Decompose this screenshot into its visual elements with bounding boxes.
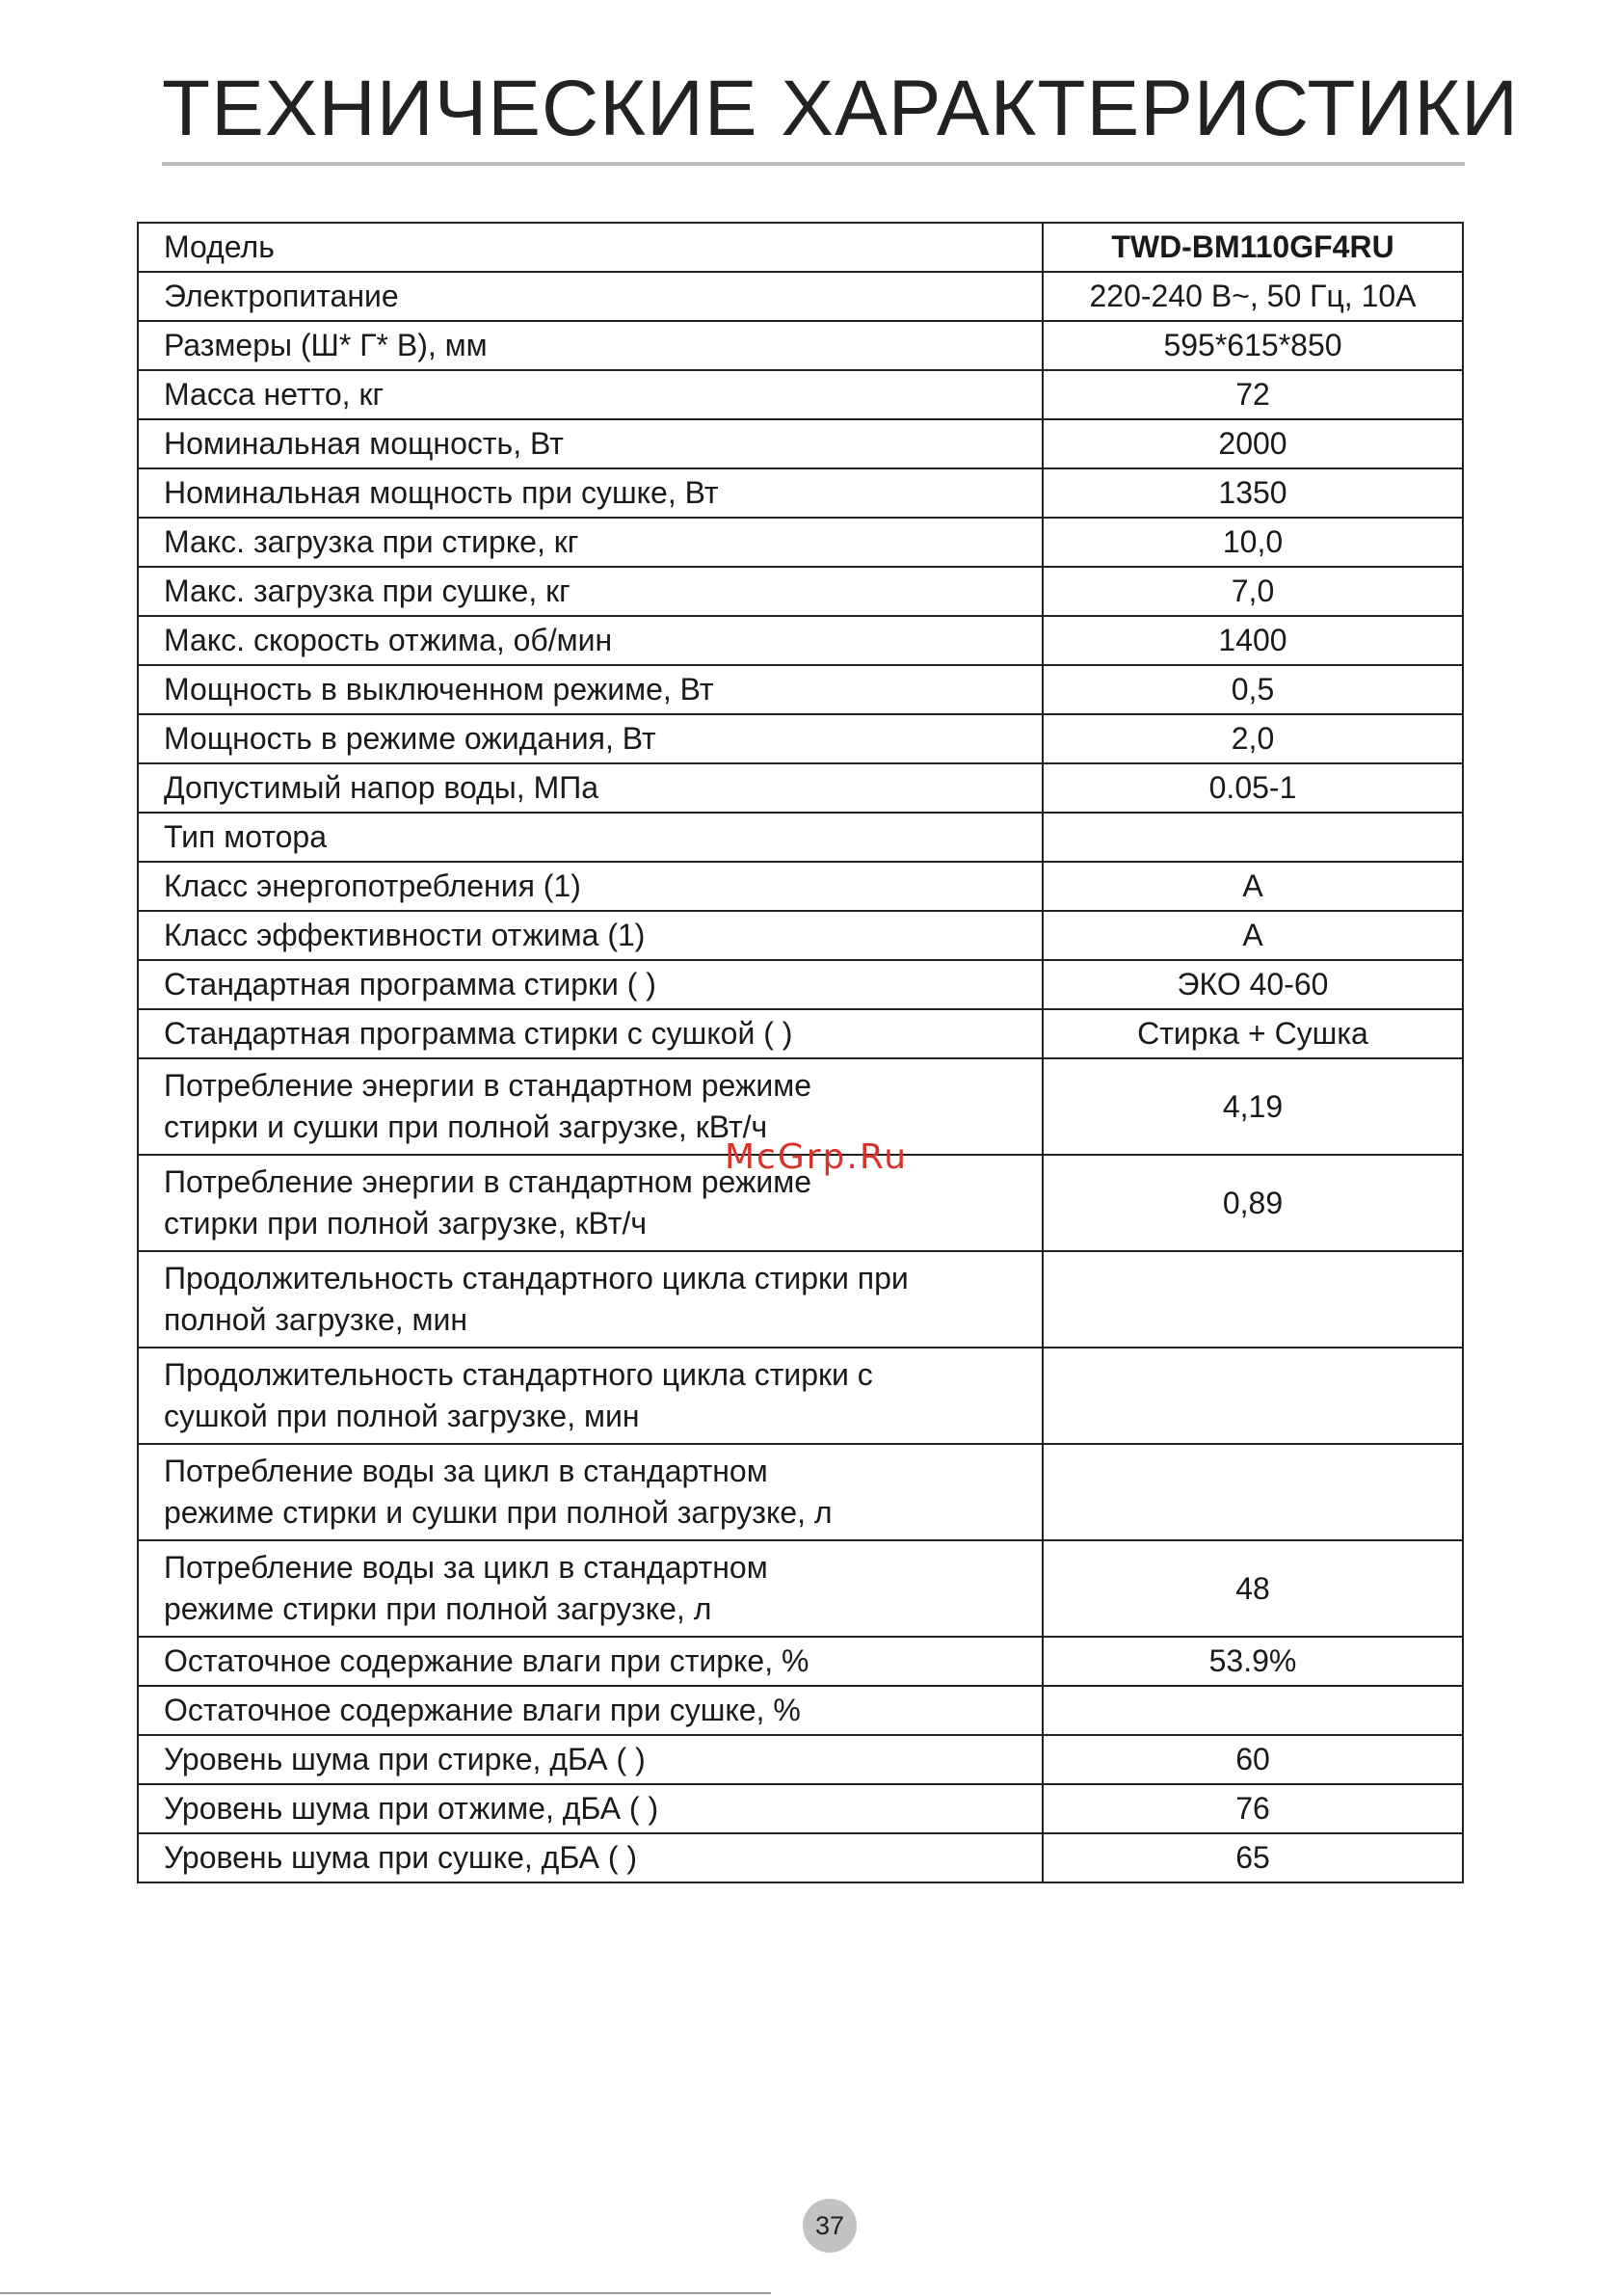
row-label: Мощность в выключенном режиме, Вт bbox=[138, 665, 1043, 714]
row-label: Остаточное содержание влаги при сушке, % bbox=[138, 1686, 1043, 1735]
row-label: Макс. скорость отжима, об/мин bbox=[138, 616, 1043, 665]
row-label: Уровень шума при сушке, дБА ( ) bbox=[138, 1833, 1043, 1882]
row-value: A bbox=[1043, 862, 1463, 911]
row-label-line: Продолжительность стандартного цикла стирки с bbox=[164, 1357, 873, 1392]
table-row bbox=[138, 1686, 1463, 1735]
table-row bbox=[138, 1540, 1463, 1637]
row-value: 48 bbox=[1043, 1540, 1463, 1637]
row-label-line: стирки и сушки при полной загрузке, кВт/ч bbox=[164, 1109, 768, 1144]
table-row bbox=[138, 419, 1463, 468]
title-divider bbox=[162, 162, 1465, 166]
row-value bbox=[1043, 1686, 1463, 1735]
row-label: Уровень шума при стирке, дБА ( ) bbox=[138, 1735, 1043, 1784]
row-value: Стирка + Сушка bbox=[1043, 1009, 1463, 1058]
row-value: TWD-BM110GF4RU bbox=[1043, 223, 1463, 272]
row-label bbox=[138, 1444, 1043, 1540]
row-label-line: полной загрузке, мин bbox=[164, 1302, 468, 1337]
row-label bbox=[138, 1540, 1043, 1637]
bottom-divider bbox=[0, 2292, 771, 2294]
table-row-model bbox=[138, 223, 1463, 272]
row-value: 53.9% bbox=[1043, 1637, 1463, 1686]
row-label: Остаточное содержание влаги при стирке, % bbox=[138, 1637, 1043, 1686]
row-label-line: режиме стирки и сушки при полной загрузке, л bbox=[164, 1495, 833, 1530]
row-label: Модель bbox=[138, 223, 1043, 272]
row-label-line: Потребление энергии в стандартном режиме bbox=[164, 1164, 812, 1199]
table-row bbox=[138, 321, 1463, 370]
table-row bbox=[138, 763, 1463, 813]
row-value: 76 bbox=[1043, 1784, 1463, 1833]
row-value: 1400 bbox=[1043, 616, 1463, 665]
row-value: 4,19 bbox=[1043, 1058, 1463, 1155]
row-label: Размеры (Ш* Г* В), мм bbox=[138, 321, 1043, 370]
table-row bbox=[138, 1348, 1463, 1444]
row-label: Электропитание bbox=[138, 272, 1043, 321]
row-value: 65 bbox=[1043, 1833, 1463, 1882]
row-label: Стандартная программа стирки ( ) bbox=[138, 960, 1043, 1009]
row-label: Уровень шума при отжиме, дБА ( ) bbox=[138, 1784, 1043, 1833]
table-row bbox=[138, 567, 1463, 616]
row-value bbox=[1043, 1444, 1463, 1540]
table-row bbox=[138, 1251, 1463, 1348]
row-value: 220-240 В~, 50 Гц, 10А bbox=[1043, 272, 1463, 321]
row-label: Номинальная мощность, Вт bbox=[138, 419, 1043, 468]
row-value: 0.05-1 bbox=[1043, 763, 1463, 813]
table-row bbox=[138, 370, 1463, 419]
row-label bbox=[138, 1348, 1043, 1444]
row-label: Мощность в режиме ожидания, Вт bbox=[138, 714, 1043, 763]
row-value: 60 bbox=[1043, 1735, 1463, 1784]
row-label-line: Потребление энергии в стандартном режиме bbox=[164, 1068, 812, 1103]
row-value: 7,0 bbox=[1043, 567, 1463, 616]
row-label: Номинальная мощность при сушке, Вт bbox=[138, 468, 1043, 518]
row-value: A bbox=[1043, 911, 1463, 960]
table-row bbox=[138, 1735, 1463, 1784]
table-row bbox=[138, 1444, 1463, 1540]
row-value: 2000 bbox=[1043, 419, 1463, 468]
table-row bbox=[138, 813, 1463, 862]
table-row bbox=[138, 960, 1463, 1009]
watermark: McGrp.Ru bbox=[725, 1137, 909, 1177]
table-row bbox=[138, 272, 1463, 321]
row-label: Макс. загрузка при сушке, кг bbox=[138, 567, 1043, 616]
row-value: 72 bbox=[1043, 370, 1463, 419]
table-row bbox=[138, 616, 1463, 665]
page-number: 37 bbox=[803, 2199, 857, 2253]
row-value: 595*615*850 bbox=[1043, 321, 1463, 370]
row-label: Тип мотора bbox=[138, 813, 1043, 862]
row-label: Класс эффективности отжима (1) bbox=[138, 911, 1043, 960]
row-value: 10,0 bbox=[1043, 518, 1463, 567]
table-row bbox=[138, 1784, 1463, 1833]
row-value: ЭКО 40-60 bbox=[1043, 960, 1463, 1009]
row-value: 2,0 bbox=[1043, 714, 1463, 763]
row-label: Допустимый напор воды, МПа bbox=[138, 763, 1043, 813]
row-label: Макс. загрузка при стирке, кг bbox=[138, 518, 1043, 567]
row-label-line: Потребление воды за цикл в стандартном bbox=[164, 1454, 768, 1488]
row-label-line: сушкой при полной загрузке, мин bbox=[164, 1399, 640, 1433]
table-row bbox=[138, 1637, 1463, 1686]
row-label-line: Потребление воды за цикл в стандартном bbox=[164, 1550, 768, 1585]
row-label: Масса нетто, кг bbox=[138, 370, 1043, 419]
row-value: 0,5 bbox=[1043, 665, 1463, 714]
table-row bbox=[138, 1009, 1463, 1058]
page-title: ТЕХНИЧЕСКИЕ ХАРАКТЕРИСТИКИ bbox=[162, 65, 1520, 152]
table-row bbox=[138, 665, 1463, 714]
row-value bbox=[1043, 813, 1463, 862]
table-row bbox=[138, 714, 1463, 763]
row-value: 0,89 bbox=[1043, 1155, 1463, 1251]
table-row bbox=[138, 1833, 1463, 1882]
row-label-line: Продолжительность стандартного цикла стирки при bbox=[164, 1261, 909, 1295]
row-label: Класс энергопотребления (1) bbox=[138, 862, 1043, 911]
table-row bbox=[138, 468, 1463, 518]
row-value: 1350 bbox=[1043, 468, 1463, 518]
row-label bbox=[138, 1251, 1043, 1348]
table-row bbox=[138, 518, 1463, 567]
row-value bbox=[1043, 1251, 1463, 1348]
table-row bbox=[138, 862, 1463, 911]
row-value bbox=[1043, 1348, 1463, 1444]
table-row bbox=[138, 911, 1463, 960]
row-label-line: режиме стирки при полной загрузке, л bbox=[164, 1591, 712, 1626]
spec-table bbox=[137, 222, 1464, 1883]
row-label-line: стирки при полной загрузке, кВт/ч bbox=[164, 1206, 647, 1241]
row-label: Стандартная программа стирки с сушкой ( ) bbox=[138, 1009, 1043, 1058]
